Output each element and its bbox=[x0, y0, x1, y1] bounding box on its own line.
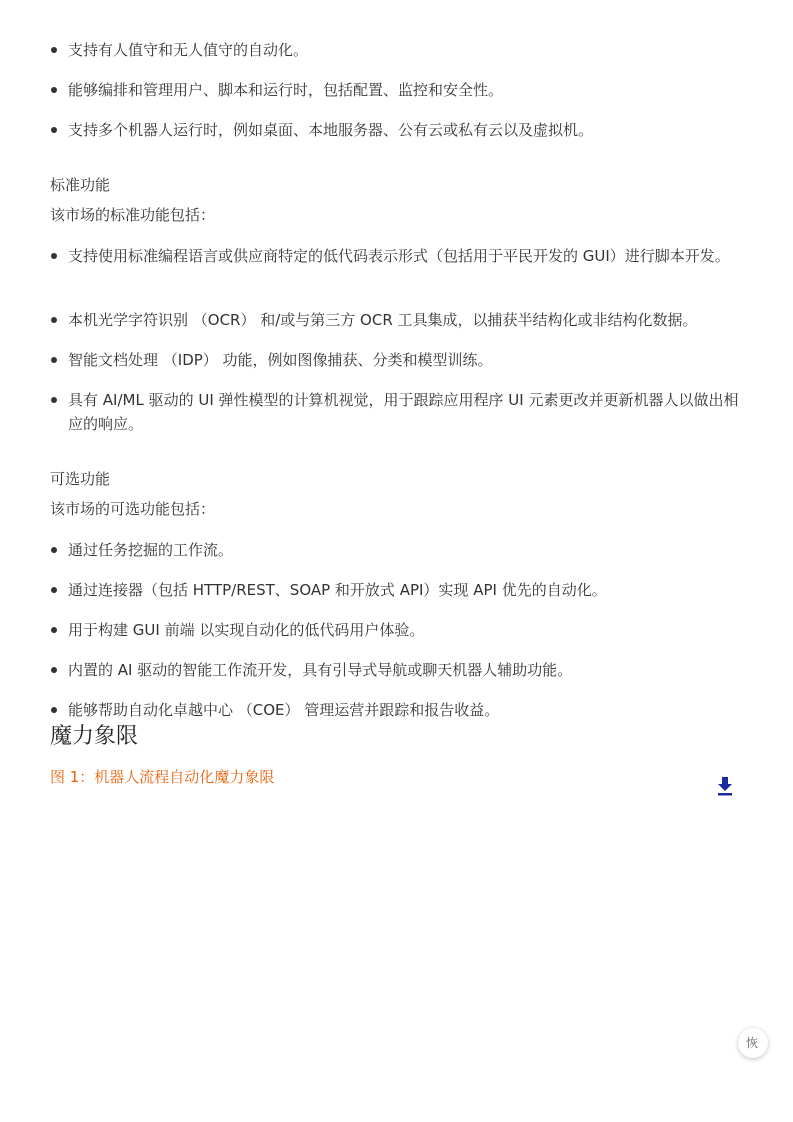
list-item: 通过任务挖掘的工作流。 bbox=[68, 538, 748, 562]
download-icon-glyph bbox=[716, 776, 734, 796]
list-item: 能够帮助自动化卓越中心 （COE） 管理运营并跟踪和报告收益。 bbox=[68, 698, 748, 722]
bullet-icon bbox=[51, 397, 57, 403]
section-title: 魔力象限 bbox=[50, 724, 139, 749]
list-item: 本机光学字符识别 （OCR） 和/或与第三方 OCR 工具集成，以捕获半结构化或非结构化数据。 bbox=[68, 308, 748, 332]
list-item: 智能文档处理 （IDP） 功能，例如图像捕获、分类和模型训练。 bbox=[68, 348, 748, 372]
list-item: 能够编排和管理用户、脚本和运行时，包括配置、监控和安全性。 bbox=[68, 78, 748, 102]
optional-features-intro: 该市场的可选功能包括： bbox=[50, 500, 216, 518]
figure-caption: 图 1：机器人流程自动化魔力象限 bbox=[50, 768, 275, 786]
restore-button-label: 恢 bbox=[746, 1036, 759, 1050]
list-item: 通过连接器（包括 HTTP/REST、SOAP 和开放式 API）实现 API 优先的自动化。 bbox=[68, 578, 748, 602]
bullet-icon bbox=[51, 547, 57, 553]
restore-button[interactable] bbox=[738, 1028, 768, 1058]
download-icon[interactable] bbox=[716, 776, 734, 796]
list-item: 内置的 AI 驱动的智能工作流开发，具有引导式导航或聊天机器人辅助功能。 bbox=[68, 658, 748, 682]
bullet-icon bbox=[51, 627, 57, 633]
bullet-icon bbox=[51, 47, 57, 53]
bullet-icon bbox=[51, 707, 57, 713]
bullet-icon bbox=[51, 87, 57, 93]
bullet-icon bbox=[51, 317, 57, 323]
list-item: 支持有人值守和无人值守的自动化。 bbox=[68, 38, 748, 62]
list-item: 支持使用标准编程语言或供应商特定的低代码表示形式（包括用于平民开发的 GUI）进行脚本开发。 bbox=[68, 244, 748, 268]
bullet-icon bbox=[51, 253, 57, 259]
bullet-icon bbox=[51, 667, 57, 673]
list-item: 支持多个机器人运行时，例如桌面、本地服务器、公有云或私有云以及虚拟机。 bbox=[68, 118, 748, 142]
standard-features-heading: 标准功能 bbox=[50, 176, 111, 194]
optional-features-heading: 可选功能 bbox=[50, 470, 111, 488]
bullet-icon bbox=[51, 127, 57, 133]
bullet-icon bbox=[51, 587, 57, 593]
list-item: 用于构建 GUI 前端 以实现自动化的低代码用户体验。 bbox=[68, 618, 748, 642]
standard-features-intro: 该市场的标准功能包括： bbox=[50, 206, 216, 224]
list-item: 具有 AI/ML 驱动的 UI 弹性模型的计算机视觉，用于跟踪应用程序 UI 元素更改并更新机器人以做出相应的响应。 bbox=[68, 388, 748, 436]
bullet-icon bbox=[51, 357, 57, 363]
